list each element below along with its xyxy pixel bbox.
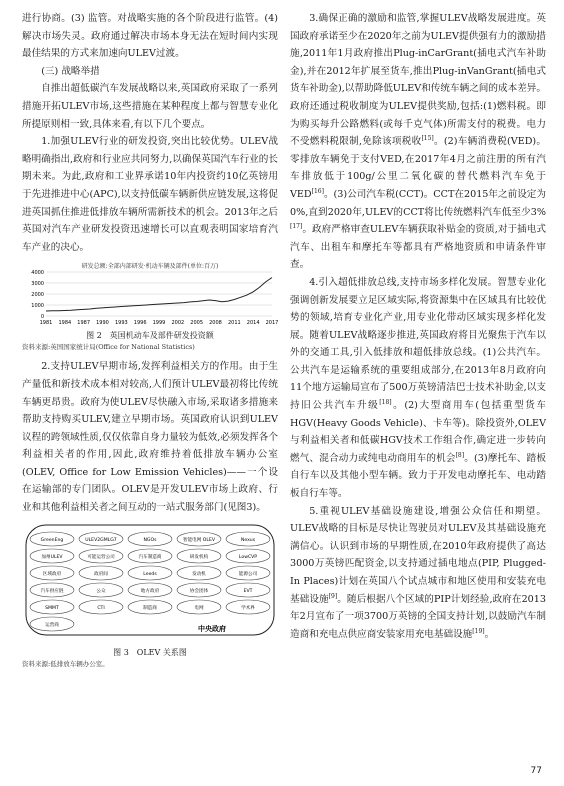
diagram-node-label: 学术界: [241, 605, 255, 611]
diagram-node-label: 发动机: [192, 571, 206, 577]
paragraph: 进行协商。(3) 监管。对战略实施的各个阶段进行监管。(4)解决市场失灵。政府通过解决市场本身无法在短时间内实现最佳结果的方式来加速向ULEV过渡。: [22, 13, 278, 60]
figure-caption: 图 3 OLEV 关系图: [113, 648, 187, 658]
diagram-node-label: 加州ULEV: [41, 554, 63, 560]
y-tick-label: 1000: [31, 303, 44, 310]
diagram-node-label: 研发机构: [189, 554, 209, 560]
diagram-node-label: 地方政府: [140, 588, 160, 594]
reference: [16]: [311, 187, 324, 195]
reference: [8]: [455, 451, 465, 459]
x-tick-label: 1996: [133, 320, 147, 327]
figure-caption: 图 2 英国机动车及部件研发投资额: [86, 331, 214, 341]
x-tick-label: 2011: [227, 320, 241, 327]
diagram-node-label: 电网: [194, 605, 204, 611]
section-heading: (三) 战略举措: [41, 65, 100, 77]
diagram-node-label: 公众: [96, 588, 106, 594]
reference: [9]: [328, 592, 338, 600]
diagram-node-label: NGOs: [143, 537, 157, 543]
paragraph: 3.确保正确的激励和监管,掌握ULEV战略发展进度。英国政府承诺至少在2020年之前为ULEV提供强有力的激励措施,2011年1月政府推出Plug-inCarGrant(插电式汽车补助金),并在2012年扩展至货车,推出Plug-inVanGrant(插电式货车补助金),以帮助降低ULEV和传统车辆之间的成本差异。政府还通过税收制度为ULEV提供奖励,包括:(1)燃料税。即为购买每升公路燃料(或每千克气体)所需支付的税费。电力不受燃料税限制,免除该项税收[15]。(2)车辆消费税(VED)。零排放车辆免于支付VED,在2017年4月之前注册的所有汽车排放低于100g/公里二氧化碳的替代燃料汽车免于VED[16]。(3)公司汽车税(CCT)。CCT在2015年之前设定为0%,直到2020年,ULEV的CCT将比传统燃料汽车低至少3%[17]。政府严格审查ULEV车辆获取补贴金的资质,对于插电式汽车、出租车和摩托车等都具有严格地资质和申请条件审查。: [290, 13, 546, 271]
reference: [15]: [421, 134, 434, 142]
y-tick-label: 4000: [31, 270, 44, 277]
olev-relationship-diagram: [22, 521, 278, 639]
y-tick-label: 0: [40, 314, 44, 321]
paragraph: 4.引入超低排放总线,支持市场多样化发展。智慧专业化强调创新发展要立足区域实际,将资源集中在区域具有比较优势的领域,培育专业化产业,用专业化带动区域实现多样化发展。随着ULEV战略逐步推进,英国政府将目光聚焦于汽车以外的交通工具,引入低排放和超低排放总线。(1)公共汽车。公共汽车是运输系统的重要组成部分,在2013年8月政府向11个地方运输局宣布了500万英镑清洁巴士技术补助金,以支持旧公共汽车升级[18]。(2)大型商用车(包括重型货车HGV(Heavy Goods Vehicle)、卡车等)。除投资外,OLEV与利益相关者和低碳HGV技术工作组合作,确定进一步转向燃气、混合动力或纯电动商用车的机会[8]。(3)摩托车、踏板自行车以及其他小型车辆。致力于开发电动摩托车、电动踏板自行车等。: [290, 276, 547, 500]
diagram-node-label: 能源公司: [238, 571, 258, 577]
x-tick-label: 2002: [171, 320, 185, 327]
reference: [18]: [379, 398, 392, 406]
reference: [17]: [290, 222, 303, 230]
paragraph: 1.加强ULEV行业的研发投资,突出比较优势。ULEV战略明确指出,政府和行业应共同努力,以确保英国汽车行业的长期未来。为此,政府和工业界承诺10年内投资约10亿英镑用于先进推进中心(APC),以支持低碳车辆新供应链发展,这将促进英国抓住推进低排放车辆所需新技术的机会。2013年之后英国对汽车产业研发投资迅速增长可以直观表明国家培育汽车产业的决心。: [22, 136, 278, 253]
diagram-node-label: CTI: [97, 605, 105, 611]
left-column: [22, 10, 278, 675]
diagram-node-label: 智能电网 OLEV: [182, 537, 216, 543]
x-tick-label: 1987: [77, 320, 91, 327]
diagram-node-label: LowCVP: [238, 554, 258, 560]
x-tick-label: 1981: [39, 320, 53, 327]
x-tick-label: 2008: [209, 320, 222, 327]
figure-source: 资料来源:低排放车辆办公室。: [22, 660, 109, 669]
paragraph: 5.重视ULEV基础设施建设,增强公众信任和期望。ULEV战略的目标是尽快让驾驶员对ULEV及其基础设施充满信心。认识到市场的早期性质,在2010年政府提供了高达3000万英镑匹配资金,以支持通过插电地点(PIP, Plugged-In Places)计划在英国八个试点城市和地区使用和安装充电基础设施[9]。随后根据八个区域的PIP计划经验,政府在2013年2月宣布了一项3700万英镑的全国支持计划,以鼓励汽车制造商和充电点供应商安装家用充电基础设施[19]。: [290, 505, 546, 640]
y-tick-label: 2000: [31, 292, 44, 299]
reference: [19]: [472, 627, 485, 635]
diagram-node-label: 汽车供应链: [40, 588, 64, 594]
diagram-node-label: 协会团体: [189, 588, 209, 594]
diagram-node-label: 汽车制造商: [138, 554, 162, 560]
diagram-node-label: 可能运营公司: [87, 554, 115, 560]
diagram-node-label: 运营商: [45, 622, 59, 628]
diagram-node-label: 区域政府: [42, 571, 62, 577]
x-tick-label: 1990: [96, 320, 109, 327]
line-chart: [22, 260, 278, 328]
x-tick-label: 1999: [152, 320, 166, 327]
diagram-node-label: 制造商: [143, 605, 157, 611]
paragraph: 自推出超低碳汽车发展战略以来,英国政府采取了一系列措施开拓ULEV市场,这些措施在某种程度上都与智慧专业化所提原则相一致,具体来看,有以下几个要点。: [22, 83, 278, 130]
diagram-node-label: Nexus: [240, 537, 256, 543]
figure-2: [22, 260, 278, 352]
x-tick-label: 1993: [114, 320, 128, 327]
figure-source: 资料来源:英国国家统计局(Office for National Statistics): [22, 343, 195, 352]
x-tick-label: 1984: [58, 320, 72, 327]
center-label: 中央政府: [198, 624, 226, 633]
page-number: 77: [530, 766, 542, 776]
diagram-node-label: ULEV2GMLG7: [85, 537, 117, 543]
diagram-node-label: 政府间: [94, 571, 108, 577]
paragraph: 2.支持ULEV早期市场,发挥利益相关方的作用。由于生产量低和新技术成本相对较高,人们预计ULEV最初将比传统车辆更昂贵。政府为使ULEV尽快融入市场,采取诸多措施来帮助支持购买ULEV,建立早期市场。英国政府认识到ULEV议程的跨领域性质,仅仅依靠自身力量较为低效,必须发挥各个利益相关者的作用,因此,政府维持着低排放车辆办公室(OLEV, Office for Low Emission Vehicles)——一个设在运输部的专门团队。OLEV是开发ULEV市场上政府、行业和其他利益相关者之间互动的一站式服务部门(见图3)。: [22, 361, 278, 514]
diagram-node-label: SMMT: [45, 605, 59, 611]
x-tick-label: 2014: [246, 320, 260, 327]
figure-3: [22, 521, 278, 670]
x-tick-label: 2017: [265, 320, 278, 327]
y-tick-label: 3000: [31, 281, 44, 288]
diagram-node-label: Leeds: [143, 571, 157, 577]
x-tick-label: 2005: [190, 320, 204, 327]
chart-title: 研发总额:全部内部研发·机动车辆及部件(单位:百万): [81, 263, 219, 271]
diagram-node-label: EVT: [243, 588, 253, 594]
diagram-node-label: GreenEng: [40, 537, 64, 543]
right-column: [290, 10, 546, 643]
